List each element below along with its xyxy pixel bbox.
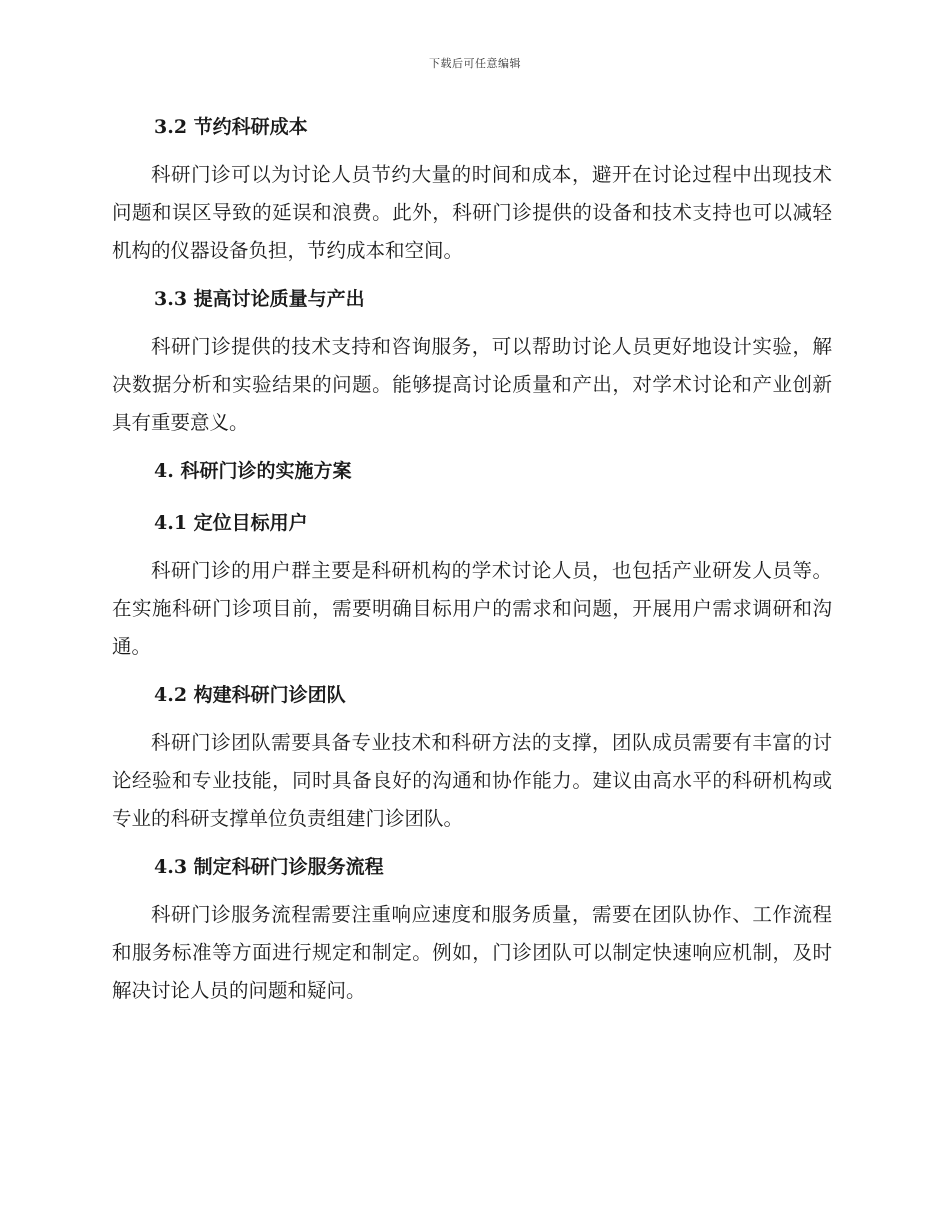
section-heading-3-2: 3.2 节约科研成本 — [154, 116, 308, 138]
section-heading-4: 4. 科研门诊的实施方案 — [154, 460, 352, 482]
section-heading-4-1: 4.1 定位目标用户 — [154, 512, 308, 534]
section-heading-3-3: 3.3 提高讨论质量与产出 — [154, 288, 365, 310]
section-paragraph-3-2: 科研门诊可以为讨论人员节约大量的时间和成本，避开在讨论过程中出现技术问题和误区导致的延误和浪费。此外，科研门诊提供的设备和技术支持也可以减轻机构的仪器设备负担，节约成本和空间。 — [112, 163, 832, 262]
section-heading-4-3: 4.3 制定科研门诊服务流程 — [154, 856, 384, 878]
section-paragraph-3-3: 科研门诊提供的技术支持和咨询服务，可以帮助讨论人员更好地设计实验，解决数据分析和实验结果的问题。能够提高讨论质量和产出，对学术讨论和产业创新具有重要意义。 — [112, 335, 832, 434]
page-header: 下载后可任意编辑 — [429, 57, 521, 70]
section-paragraph-4-2: 科研门诊团队需要具备专业技术和科研方法的支撑，团队成员需要有丰富的讨论经验和专业技能，同时具备良好的沟通和协作能力。建议由高水平的科研机构或专业的科研支撑单位负责组建门诊团队。 — [112, 731, 832, 830]
section-paragraph-4-3: 科研门诊服务流程需要注重响应速度和服务质量，需要在团队协作、工作流程和服务标准等方面进行规定和制定。例如，门诊团队可以制定快速响应机制，及时解决讨论人员的问题和疑问。 — [112, 903, 832, 1002]
document-body — [112, 108, 832, 1020]
section-paragraph-4-1: 科研门诊的用户群主要是科研机构的学术讨论人员，也包括产业研发人员等。在实施科研门诊项目前，需要明确目标用户的需求和问题，开展用户需求调研和沟通。 — [112, 559, 832, 658]
section-heading-4-2: 4.2 构建科研门诊团队 — [154, 684, 346, 706]
